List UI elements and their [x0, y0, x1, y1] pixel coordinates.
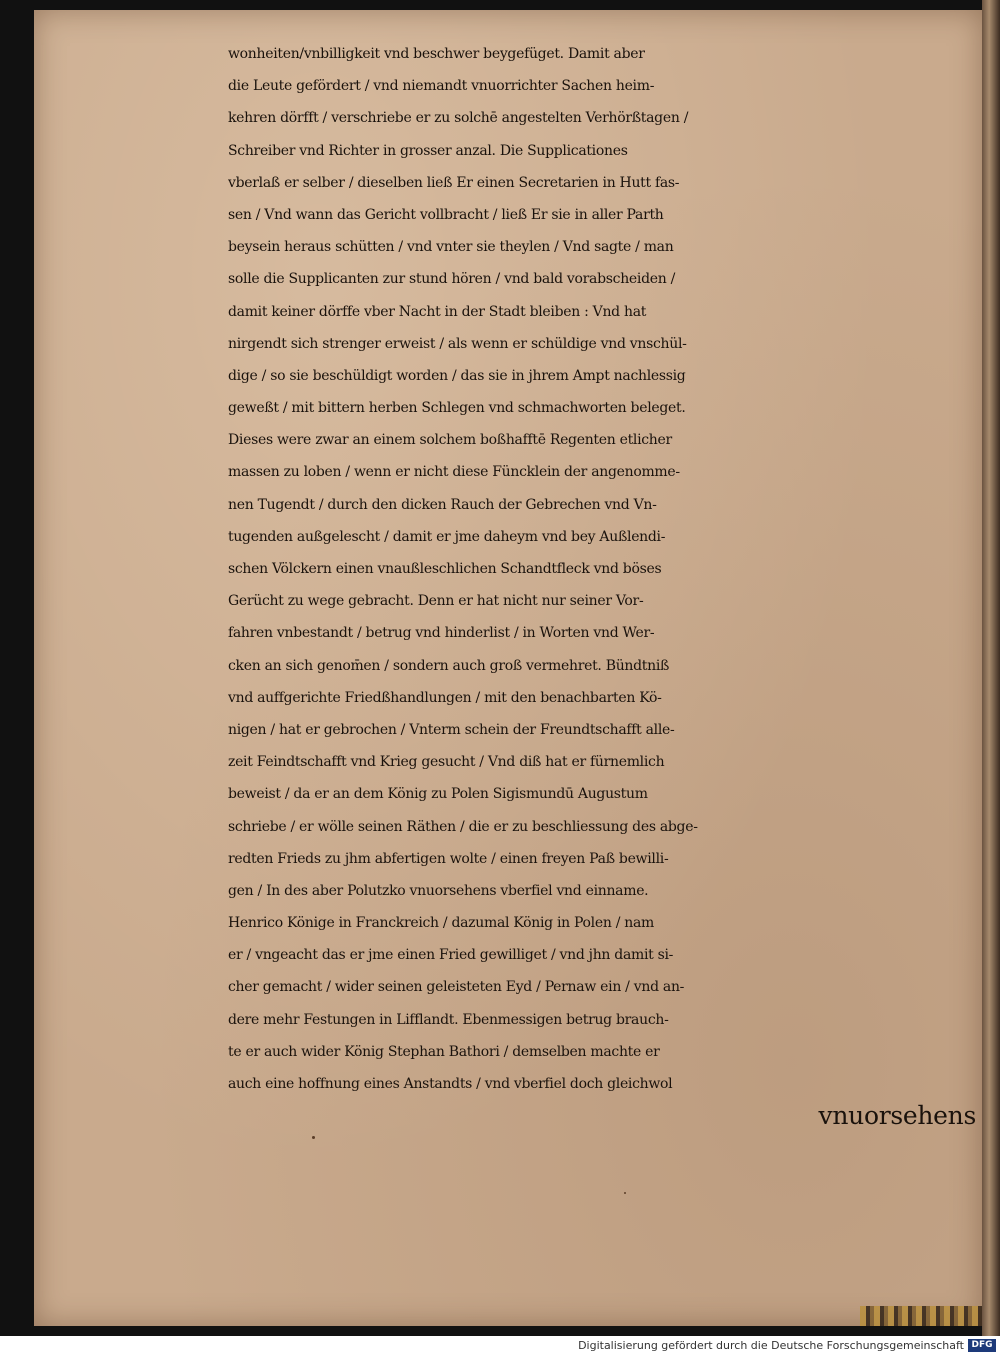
text-line: kehren dörfft / verschriebe er zu solchē angestelten Verhörßtagen /: [228, 110, 689, 127]
text-line: fahren vnbestandt / betrug vnd hinderlist / in Worten vnd Wer-: [228, 625, 655, 642]
text-line: Dieses were zwar an einem solchem boßhafftē Regenten etlicher: [228, 432, 672, 449]
text-line: nirgendt sich strenger erweist / als wenn er schüldige vnd vnschül-: [228, 335, 687, 352]
text-line: cher gemacht / wider seinen geleisteten Eyd / Pernaw ein / vnd an-: [228, 979, 685, 996]
text-line: redten Frieds zu jhm abfertigen wolte / einen freyen Paß bewilli-: [228, 850, 669, 867]
text-line: cken an sich genom̄en / sondern auch groß vermehret. Bündtniß: [228, 657, 670, 674]
footer-credit: Digitalisierung gefördert durch die Deutsche Forschungsgemeinschaft: [578, 1339, 964, 1352]
paper-speck: [624, 1192, 626, 1194]
text-line: dige / so sie beschüldigt worden / das sie in jhrem Ampt nachlessig: [228, 367, 686, 384]
footer-bar: [0, 1336, 1000, 1356]
text-line: Henrico Könige in Franckreich / dazumal König in Polen / nam: [228, 915, 655, 932]
text-line: solle die Supplicanten zur stund hören / vnd bald vorabscheiden /: [228, 271, 676, 288]
text-line: vnd auffgerichte Friedßhandlungen / mit den benachbarten Kö-: [228, 689, 662, 706]
text-line: Schreiber vnd Richter in grosser anzal. Die Supplicationes: [228, 142, 628, 159]
text-line: te er auch wider König Stephan Bathori / demselben machte er: [228, 1043, 660, 1060]
text-line: geweßt / mit bittern herben Schlegen vnd schmachworten beleget.: [228, 400, 686, 417]
text-line: vberlaß er selber / dieselben ließ Er einen Secretarien in Hutt fas-: [228, 174, 680, 191]
text-line: sen / Vnd wann das Gericht vollbracht / ließ Er sie in aller Parth: [228, 206, 664, 223]
text-line: zeit Feindtschafft vnd Krieg gesucht / Vnd diß hat er fürnemlich: [228, 754, 665, 771]
text-line: beysein heraus schütten / vnd vnter sie theylen / Vnd sagte / man: [228, 239, 674, 256]
text-line: nigen / hat er gebrochen / Vnterm schein der Freundtschafft alle-: [228, 721, 675, 738]
text-line: die Leute gefördert / vnd niemandt vnuorrichter Sachen heim-: [228, 78, 655, 95]
paper-speck: [312, 1136, 315, 1139]
page-edge: [982, 0, 1000, 1336]
text-line: dere mehr Festungen in Lifflandt. Ebenmessigen betrug brauch-: [228, 1011, 669, 1028]
text-line: gen / In des aber Polutzko vnuorsehens vberfiel vnd einname.: [228, 882, 649, 899]
page-text: [228, 38, 980, 1132]
text-line: wonheiten/vnbilligkeit vnd beschwer beygefüget. Damit aber: [228, 46, 645, 62]
text-line: massen zu loben / wenn er nicht diese Füncklein der angenomme-: [228, 464, 680, 481]
text-line: er / vngeacht das er jme einen Fried gewilliget / vnd jhn damit si-: [228, 947, 674, 964]
text-line: Gerücht zu wege gebracht. Denn er hat nicht nur seiner Vor-: [228, 593, 644, 610]
text-line: auch eine hoffnung eines Anstandts / vnd vberfiel doch gleichwol: [228, 1076, 673, 1092]
text-line: beweist / da er an dem König zu Polen Sigismundū Augustum: [228, 786, 648, 803]
text-line: tugenden außgelescht / damit er jme daheym vnd bey Außlendi-: [228, 528, 666, 545]
text-line: schen Völckern einen vnaußleschlichen Schandtfleck vnd böses: [228, 561, 662, 577]
dfg-logo: DFG: [968, 1339, 996, 1352]
catchword: vnuorsehens: [818, 1101, 976, 1131]
text-line: nen Tugendt / durch den dicken Rauch der Gebrechen vnd Vn-: [228, 496, 657, 513]
binding-decoration: [860, 1306, 982, 1326]
text-line: damit keiner dörffe vber Nacht in der Stadt bleiben : Vnd hat: [228, 303, 647, 320]
text-line: schriebe / er wölle seinen Räthen / die er zu beschliessung des abge-: [228, 818, 698, 835]
